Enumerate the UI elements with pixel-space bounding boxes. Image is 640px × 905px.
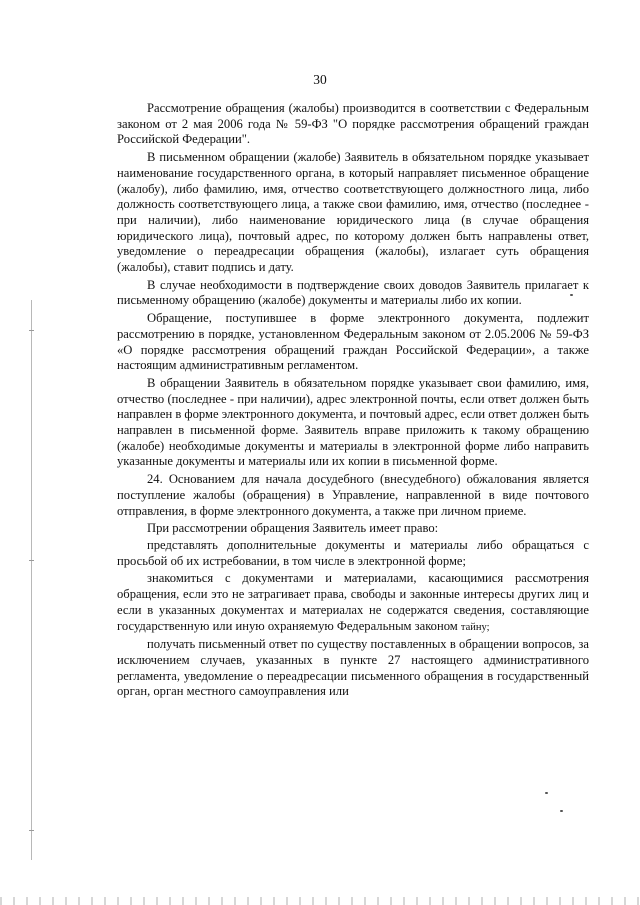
paragraph: 24. Основанием для начала досудебного (внесудебного) обжалования является поступление жалобы (обращения) в Управление, направленной в виде почтового отправления, в форме электронного документа, а также при личном приеме. xyxy=(117,472,589,518)
paragraph xyxy=(117,571,589,635)
paragraph: В случае необходимости в подтверждение своих доводов Заявитель прилагает к письменному обращению (жалобе) документы и материалы либо их копии. xyxy=(117,277,589,308)
scan-speck xyxy=(560,810,563,812)
paragraph: Обращение, поступившее в форме электронного документа, подлежит рассмотрению в порядке, установленном Федеральным законом от 2.05.2006 № 59-ФЗ «О порядке рассмотрения обращений граждан Российской Федерации», а также настоящим административным регламентом. xyxy=(117,311,589,373)
scan-speck xyxy=(545,792,548,794)
scan-margin-mark xyxy=(29,830,34,831)
paragraph: При рассмотрении обращения Заявитель имеет право: xyxy=(147,521,439,536)
scan-speck xyxy=(570,294,573,296)
scan-edge-noise xyxy=(0,897,640,905)
scan-margin-mark xyxy=(29,560,34,561)
scan-margin-mark xyxy=(29,330,34,331)
document-body xyxy=(117,101,589,702)
paragraph: В обращении Заявитель в обязательном порядке указывает свои фамилию, имя, отчество (последнее - при наличии), адрес электронной почты, если ответ должен быть направлен в форме электронного документа, и почтовый адрес, если ответ должен быть направлен в письменной форме. Заявитель вправе приложить к такому обращению (жалобе) необходимые документы и материалы в электронной форме либо направить указанные документы и материалы или их копии в письменной форме. xyxy=(117,375,589,469)
scan-margin-line xyxy=(31,300,32,860)
paragraph-text: знакомиться с документами и материалами, касающимися рассмотрения обращения, если это не затрагивает права, свободы и законные интересы других лиц и если в указанных документах и материалах не содержатся сведения, составляющие государственную или иную охраняемую Федеральным законом xyxy=(117,571,589,633)
paragraph: В письменном обращении (жалобе) Заявитель в обязательном порядке указывает наименование государственного органа, в который направляет письменное обращение (жалобу), либо фамилию, имя, отчество соответствующего должностного лица, либо должность соответствующего лица, а также свои фамилию, имя, отчество (последнее - при наличии), либо наименование юридического лица (в случае обращения юридического лица), почтовый адрес, по которому должен быть направлены ответ, уведомление о переадресации обращения (жалобы), излагает суть обращения (жалобы), ставит подпись и дату. xyxy=(117,150,589,275)
paragraph: представлять дополнительные документы и материалы либо обращаться с просьбой об их истребовании, в том числе в электронной форме; xyxy=(117,537,589,568)
paragraph: Рассмотрение обращения (жалобы) производится в соответствии с Федеральным законом от 2 мая 2006 года № 59-ФЗ "О порядке рассмотрения обращений граждан Российской Федерации". xyxy=(117,101,589,147)
paragraph-tail: тайну; xyxy=(460,621,490,633)
page-number: 30 xyxy=(313,72,327,87)
paragraph: получать письменный ответ по существу поставленных в обращении вопросов, за исключением случаев, указанных в пункте 27 настоящего административного регламента, уведомление о переадресации письменного обращения в государственный орган, орган местного самоуправления или xyxy=(117,637,589,699)
